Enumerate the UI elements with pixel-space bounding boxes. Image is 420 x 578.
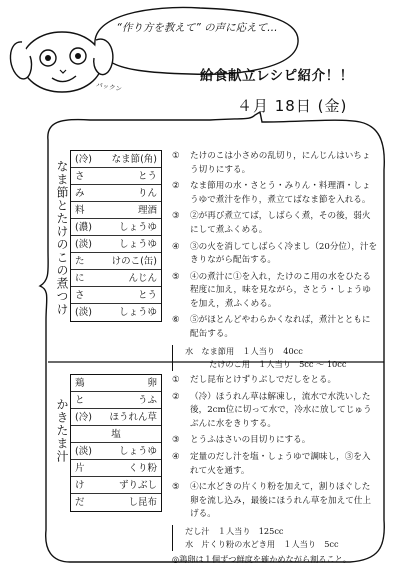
step-item: ④ ③の火を消してしばらく冷まし（20分位），汁をきりながら配缶する。 <box>172 241 378 266</box>
ingredient-row: 料 理酒 <box>71 202 161 219</box>
speech-text: “作り方を教えて” の声に応えて… <box>116 22 278 34</box>
ingredient-row: (冷) なま節(角) <box>71 151 161 168</box>
step-item: ① たけのこは小さめの乱切り，にんじんはいちょう切りにする。 <box>172 151 371 175</box>
water-note: 水 なま節用 １人当り 40cc たけのこ用 １人当り 5cc 〜 10cc <box>172 345 378 371</box>
step-item: ① だし昆布とけずりぶしでだしをとる。 <box>172 375 337 385</box>
ingredient-row: み りん <box>71 185 161 202</box>
ingredient-row: さ とう <box>71 287 161 304</box>
recipe-title: なま節とたけのこの煮つけ <box>55 160 69 316</box>
step-item: ③ ②が再び煮立てば，しばらく煮，その後，弱火にして煮ふくめる。 <box>172 211 371 235</box>
ingredient-row: た けのこ(缶) <box>71 253 161 270</box>
ingredient-row: 塩 <box>71 426 161 443</box>
ingredient-row: 鶏 卵 <box>71 375 161 392</box>
step-item: ⑤ ④の煮汁に①を入れ，たけのこ用の水をひたる程度に加え，味を見ながら，さとう・しょうゆを加え，煮ふくめる。 <box>172 271 371 309</box>
step-item: ④ 定量のだし汁を塩・しょうゆで調味し，③を入れて火を通す。 <box>172 452 371 476</box>
step-item: ② （冷）ほうれん草は解凍し，流水で水洗いした後，2cm位に切って水で，冷水に放してじゅうぶんに水をきりする。 <box>172 391 372 429</box>
ingredient-row: (冷) ほうれん草 <box>71 409 161 426</box>
ingredient-row: (淡) しょうゆ <box>75 307 157 318</box>
ingredient-row: だ し昆布 <box>75 497 157 508</box>
ingredient-row: (淡) しょうゆ <box>71 236 161 253</box>
ingredient-table <box>70 150 162 322</box>
ingredient-row: (濃) しょうゆ <box>71 219 161 236</box>
page-title: 給食献立レシピ紹介！！ <box>200 68 354 84</box>
step-item: ③ とうふはさいの目切りにする。 <box>172 435 311 446</box>
ingredient-row: 片 くり粉 <box>71 460 161 477</box>
ingredient-row: け ずりぶし <box>71 477 161 494</box>
recipe-title: かきたま汁 <box>55 398 69 463</box>
step-item: ⑥ ⑤がほとんどやわらかくなれば，煮汁とともに配缶する。 <box>172 315 371 339</box>
egg-footnote: ◎鶏卵は１個ずつ鮮度を確かめながら割ること。 <box>172 553 352 564</box>
character-label: パックン <box>95 80 123 94</box>
ingredient-table <box>70 374 162 512</box>
step-item: ⑤ ④に水どきの片くり粉を加えて，割りほぐした卵を流し込み，最後にほうれん草を加えて仕上げる。 <box>172 482 371 520</box>
liquid-note: だし汁 １人当り 125cc 水 片くり粉の水どき用 １人当り 5cc <box>172 525 378 551</box>
step-item: ② なま節用の水・さとう・みりん・料理酒・しょうゆで煮汁を作り，煮立てばなま節を入れる。 <box>172 181 371 205</box>
ingredient-row: に んじん <box>71 270 161 287</box>
step-list <box>172 150 378 371</box>
ingredient-row: (淡) しょうゆ <box>71 443 161 460</box>
ingredient-row: と うふ <box>71 392 161 409</box>
ingredient-row: さ とう <box>71 168 161 185</box>
step-list <box>172 374 378 566</box>
page-date: ４月 18日 (金) <box>237 97 348 115</box>
